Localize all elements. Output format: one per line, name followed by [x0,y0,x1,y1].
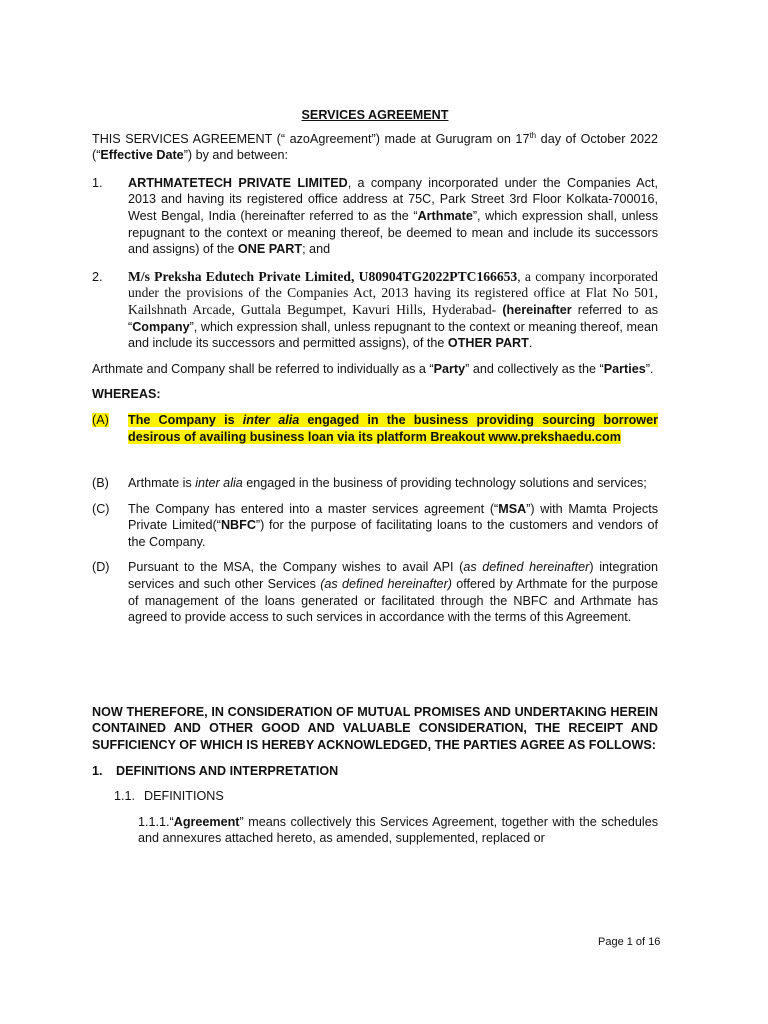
party-number: 1. [92,175,103,190]
recital-d: (D) Pursuant to the MSA, the Company wishes to avail API (as defined hereinafter) integration services and such other Services (as defined hereinafter) offered by Arthmate for the purpose of management of the loans generated or facilitated through the NBFC and Arthmate has agreed to provide access to such services in accordance with the terms of this Agreement. [92,560,659,625]
recital-b: (B) Arthmate is inter alia engaged in the business of providing technology solutions and services; [92,476,647,491]
subsection-title: DEFINITIONS [144,789,224,804]
recital-number: (B) [92,476,109,491]
recital-c: (C) The Company has entered into a master services agreement (“MSA”) with Mamta Projects Private Limited(“NBFC”) for the purpose of facilitating loans to the customers and vendors of the Company. [92,501,658,549]
party-item-1: 1. ARTHMATETECH PRIVATE LIMITED, a company incorporated under the Companies Act, 2013 and having its registered office address at 75C, Park Street 3rd Floor Kolkata-700016, West Bengal, India (hereinafter referred to as the “Arthmate”, which expression shall, unless repugnant to the context or meaning thereof, be deemed to mean and include its successors and assigns) of the ONE PART; and [92,175,658,257]
recital-number: (A) [92,412,109,427]
section-title: DEFINITIONS AND INTERPRETATION [116,763,339,778]
party-number: 2. [92,269,103,284]
highlighted-recital-text: The Company is inter alia engaged in the business providing sourcing borrower desirous of availing business loan via its platform Breakout www.prekshaedu.com [128,412,658,444]
intro-paragraph: THIS SERVICES AGREEMENT (“ azoAgreement”) made at Gurugram on 17th day of October 2022 (“Effective Date”) by and between: [92,130,658,163]
document-title: SERVICES AGREEMENT [301,108,449,122]
page-number: Page 1 of 16 [598,936,661,948]
party-item-2: 2. M/s Preksha Edutech Private Limited, U80904TG2022PTC166653, a company incorporated under the provisions of the Companies Act, 2013 having its registered office at Flat No 501, Kailshnath Arcade, Guttala Begumpet, Kavuri Hills, Hyderabad- (hereinafter referred to as “Company”, which expression shall, unless repugnant to the context or meaning thereof, mean and include its successors and permitted assigns), of the OTHER PART. [92,268,659,351]
now-therefore-clause: NOW THEREFORE, IN CONSIDERATION OF MUTUAL PROMISES AND UNDERTAKING HEREIN CONTAINED AND OTHER GOOD AND VALUABLE CONSIDERATION, THE RECEIPT AND SUFFICIENCY OF WHICH IS HEREBY ACKNOWLEDGED, THE PARTIES AGREE AS FOLLOWS: [92,704,658,753]
recital-number: (D) [92,560,110,575]
whereas-heading: WHEREAS: [92,387,161,402]
definition-1-1-1: 1.1.1.“Agreement” means collectively this Services Agreement, together with the schedules and annexures attached hereto, as amended, supplemented, replaced or [138,814,658,846]
recital-a [92,412,658,445]
section-heading-1: 1. DEFINITIONS AND INTERPRETATION [92,763,339,778]
recital-number: (C) [92,501,110,516]
parties-clause: Arthmate and Company shall be referred to individually as a “Party” and collectively as the “Parties”. [92,361,654,376]
document-body [92,107,658,847]
section-heading-1-1: 1.1. DEFINITIONS [114,789,224,804]
